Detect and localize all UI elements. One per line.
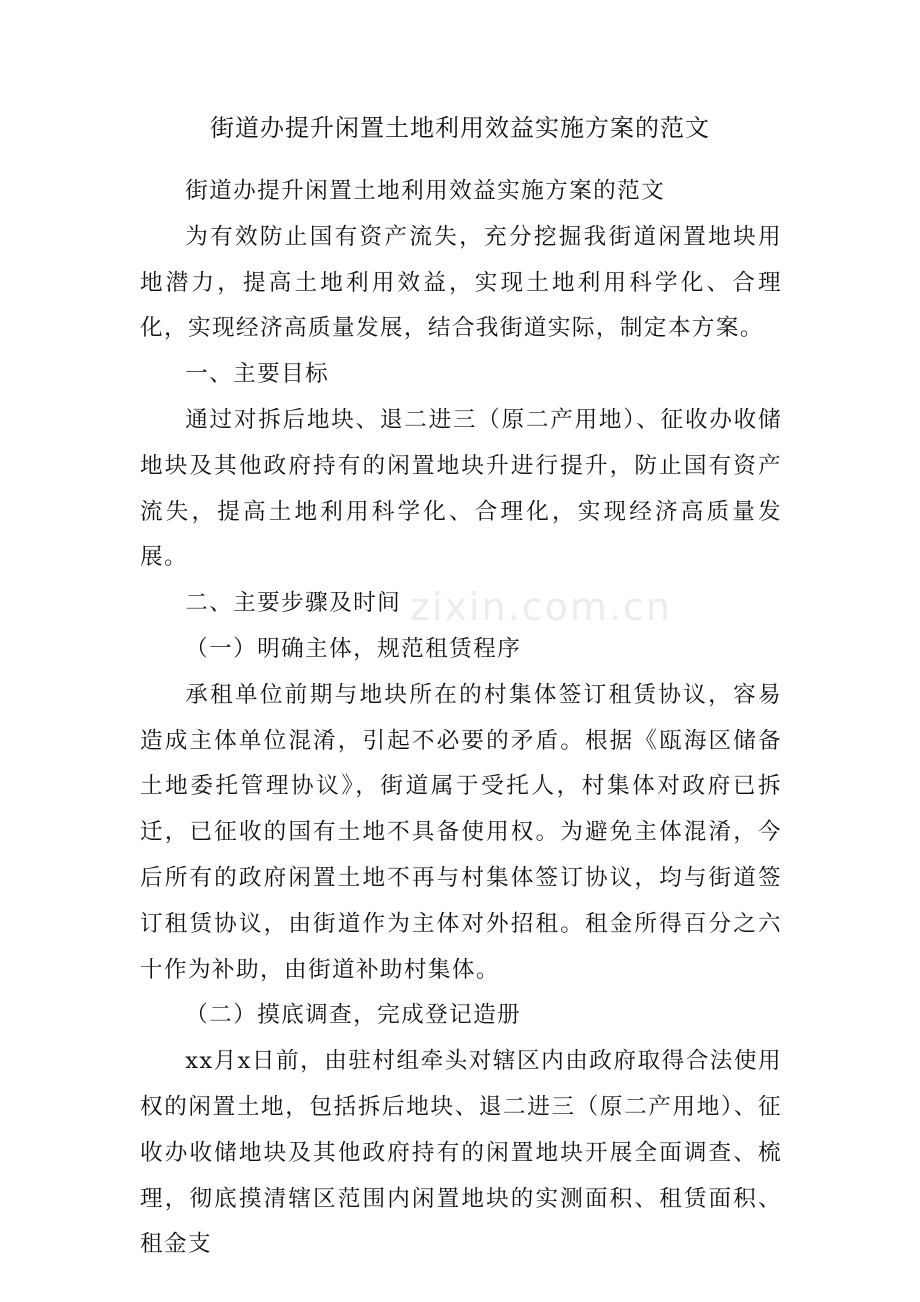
watermark-logo: zixin.com.cn <box>410 585 672 629</box>
heading-steps-time: 二、主要步骤及时间 <box>185 590 402 617</box>
document-title: 街道办提升闲置土地利用效益实施方案的范文 <box>210 114 710 142</box>
paragraph-clarify-subject: 承租单位前期与地块所在的村集体签订租赁协议，容易造成主体单位混淆，引起不必要的矛盾。根据《瓯海区储备土地委托管理协议》，街道属于受托人，村集体对政府已拆迁，已征收的国有土地不具备使用权。为避免主体混淆，今后所有的政府闲置土地不再与村集体签订协议，均与街道签订租赁协议，由街道作为主体对外招租。租金所得百分之六十作为补助，由街道补助村集体。 <box>140 681 782 983</box>
paragraph-goals: 通过对拆后地块、退二进三（原二产用地）、征收办收储地块及其他政府持有的闲置地块升进行提升，防止国有资产流失，提高土地利用科学化、合理化，实现经济高质量发展。 <box>140 406 782 571</box>
subheading-clarify-subject: （一）明确主体，规范租赁程序 <box>185 635 522 662</box>
paragraph-intro: 为有效防止国有资产流失，充分挖掘我街道闲置地块用地潜力，提高土地利用效益，实现土地利用科学化、合理化，实现经济高质量发展，结合我街道实际，制定本方案。 <box>140 223 782 342</box>
paragraph-survey: xx月x日前，由驻村组牵头对辖区内由政府取得合法使用权的闲置土地，包括拆后地块、退二进三（原二产用地）、征收办收储地块及其他政府持有的闲置地块开展全面调查、梳理，彻底摸清辖区范围内闲置地块的实测面积、租赁面积、租金支 <box>140 1048 782 1258</box>
document-body <box>140 169 782 1268</box>
subheading-survey: （二）摸底调查，完成登记造册 <box>185 1002 522 1029</box>
heading-main-goals: 一、主要目标 <box>185 361 330 388</box>
paragraph-subtitle: 街道办提升闲置土地利用效益实施方案的范文 <box>185 178 666 204</box>
